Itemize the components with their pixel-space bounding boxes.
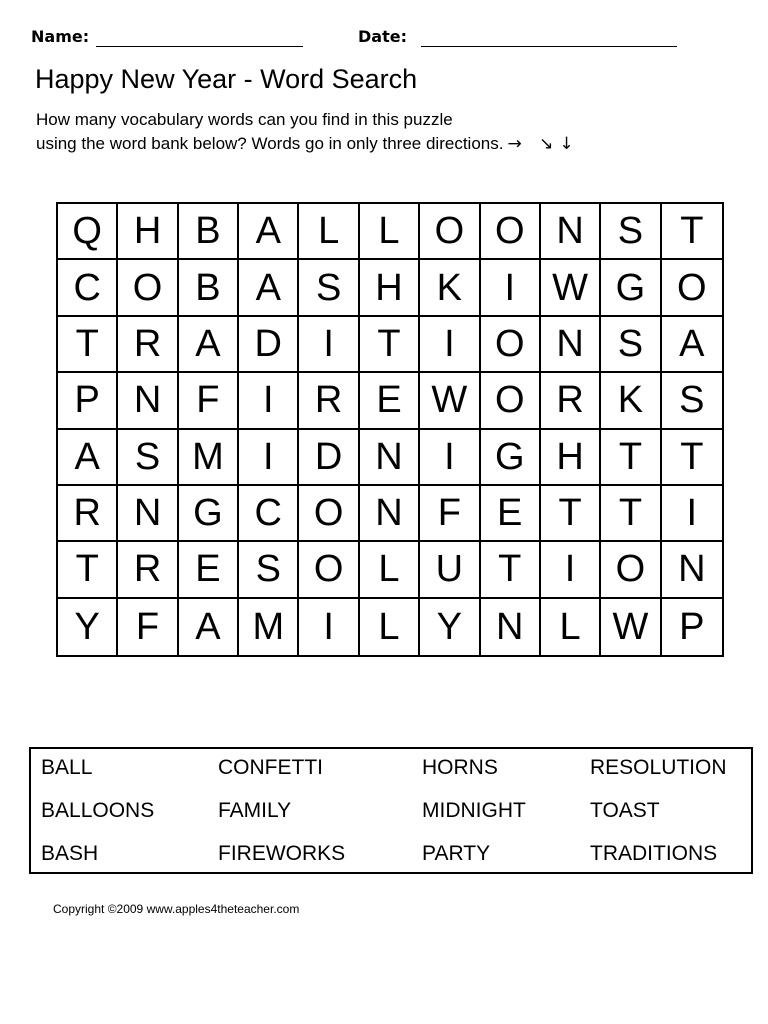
name-label: Name: [31, 27, 90, 46]
word-bank-item: TOAST [590, 799, 660, 822]
word-bank-item: BASH [41, 842, 99, 865]
grid-cell[interactable]: S [239, 542, 299, 598]
instructions [36, 108, 580, 156]
grid-cell[interactable]: I [481, 260, 541, 316]
grid-cell[interactable]: O [481, 204, 541, 260]
grid-cell[interactable]: S [299, 260, 359, 316]
word-bank-item: RESOLUTION [590, 756, 727, 779]
grid-cell[interactable]: T [481, 542, 541, 598]
grid-cell[interactable]: F [179, 373, 239, 429]
date-line[interactable] [421, 46, 677, 47]
grid-cell[interactable]: R [541, 373, 601, 429]
word-bank-item: BALL [41, 756, 93, 779]
name-line[interactable] [96, 46, 303, 47]
instructions-line-2 [36, 132, 580, 156]
grid-cell[interactable]: S [601, 317, 661, 373]
grid-cell[interactable]: H [541, 430, 601, 486]
grid-cell[interactable]: D [239, 317, 299, 373]
grid-cell[interactable]: Y [58, 599, 118, 655]
word-bank-item: PARTY [422, 842, 491, 865]
grid-cell[interactable]: U [420, 542, 480, 598]
grid-cell[interactable]: Y [420, 599, 480, 655]
direction-arrows-icon: → ↘↓ [507, 134, 580, 154]
grid-cell[interactable]: A [662, 317, 722, 373]
grid-cell[interactable]: I [299, 317, 359, 373]
grid-cell[interactable]: N [541, 317, 601, 373]
grid-cell[interactable]: G [481, 430, 541, 486]
grid-cell[interactable]: N [481, 599, 541, 655]
grid-cell[interactable]: K [601, 373, 661, 429]
grid-cell[interactable]: T [541, 486, 601, 542]
grid-cell[interactable]: E [179, 542, 239, 598]
grid-cell[interactable]: I [662, 486, 722, 542]
copyright-notice: Copyright ©2009 www.apples4theteacher.com [53, 902, 300, 916]
grid-cell[interactable]: M [239, 599, 299, 655]
grid-cell[interactable]: E [360, 373, 420, 429]
grid-cell[interactable]: C [58, 260, 118, 316]
grid-cell[interactable]: I [239, 430, 299, 486]
grid-cell[interactable]: T [360, 317, 420, 373]
grid-cell[interactable]: S [601, 204, 661, 260]
grid-cell[interactable]: O [601, 542, 661, 598]
word-bank-item: FIREWORKS [218, 842, 346, 865]
grid-cell[interactable]: T [601, 486, 661, 542]
grid-cell[interactable]: L [360, 599, 420, 655]
grid-cell[interactable]: N [118, 373, 178, 429]
grid-cell[interactable]: W [601, 599, 661, 655]
grid-cell[interactable]: A [58, 430, 118, 486]
grid-cell[interactable]: O [118, 260, 178, 316]
grid-cell[interactable]: I [541, 542, 601, 598]
grid-cell[interactable]: I [420, 317, 480, 373]
grid-cell[interactable]: W [420, 373, 480, 429]
grid-cell[interactable]: R [299, 373, 359, 429]
word-bank [29, 747, 753, 874]
grid-cell[interactable]: K [420, 260, 480, 316]
word-bank-item: HORNS [422, 756, 498, 779]
grid-cell[interactable]: N [541, 204, 601, 260]
grid-cell[interactable]: O [299, 486, 359, 542]
grid-cell[interactable]: B [179, 260, 239, 316]
grid-cell[interactable]: I [239, 373, 299, 429]
grid-cell[interactable]: D [299, 430, 359, 486]
grid-cell[interactable]: M [179, 430, 239, 486]
grid-cell[interactable]: N [118, 486, 178, 542]
instructions-line-2-text: using the word bank below? Words go in only three directions. [36, 134, 504, 153]
grid-cell[interactable]: N [662, 542, 722, 598]
grid-cell[interactable]: Q [58, 204, 118, 260]
grid-cell[interactable]: G [179, 486, 239, 542]
grid-cell[interactable]: L [360, 204, 420, 260]
grid-cell[interactable]: A [239, 260, 299, 316]
grid-cell[interactable]: L [299, 204, 359, 260]
grid-cell[interactable]: B [179, 204, 239, 260]
grid-cell[interactable]: O [481, 373, 541, 429]
grid-cell[interactable]: N [360, 430, 420, 486]
grid-cell[interactable]: E [481, 486, 541, 542]
instructions-line-1: How many vocabulary words can you find in this puzzle [36, 110, 453, 129]
grid-cell[interactable]: T [58, 542, 118, 598]
grid-cell[interactable]: G [601, 260, 661, 316]
grid-cell[interactable]: F [118, 599, 178, 655]
grid-cell[interactable]: O [662, 260, 722, 316]
grid-cell[interactable]: W [541, 260, 601, 316]
grid-cell[interactable]: F [420, 486, 480, 542]
grid-cell[interactable]: O [481, 317, 541, 373]
word-bank-item: TRADITIONS [590, 842, 718, 865]
grid-cell[interactable]: H [360, 260, 420, 316]
grid-cell[interactable]: T [662, 430, 722, 486]
grid-cell[interactable]: R [118, 542, 178, 598]
grid-cell[interactable]: T [58, 317, 118, 373]
grid-cell[interactable]: A [179, 599, 239, 655]
grid-cell[interactable]: P [58, 373, 118, 429]
grid-cell[interactable]: N [360, 486, 420, 542]
grid-cell[interactable]: P [679, 605, 705, 648]
word-bank-item: MIDNIGHT [422, 799, 526, 822]
grid-cell[interactable]: R [58, 486, 118, 542]
grid-cell[interactable]: L [541, 599, 601, 655]
grid-cell[interactable]: I [420, 430, 480, 486]
grid-cell[interactable]: A [179, 317, 239, 373]
grid-cell[interactable]: A [239, 204, 299, 260]
grid-cell[interactable]: S [662, 373, 722, 429]
page-title: Happy New Year - Word Search [35, 64, 418, 94]
grid-cell[interactable]: O [420, 204, 480, 260]
grid-cell[interactable]: L [360, 542, 420, 598]
grid-cell[interactable]: O [299, 542, 359, 598]
grid-cell[interactable]: R [118, 317, 178, 373]
grid-cell[interactable]: C [239, 486, 299, 542]
grid-cell[interactable]: I [299, 599, 359, 655]
grid-cell[interactable]: T [662, 204, 722, 260]
puzzle-grid [56, 202, 724, 657]
grid-cell[interactable]: T [601, 430, 661, 486]
word-bank-item: FAMILY [218, 799, 292, 822]
grid-cell[interactable]: S [118, 430, 178, 486]
word-bank-item: CONFETTI [218, 756, 323, 779]
word-bank-item: BALLOONS [41, 799, 155, 822]
date-label: Date: [358, 27, 407, 46]
grid-cell[interactable]: H [118, 204, 178, 260]
